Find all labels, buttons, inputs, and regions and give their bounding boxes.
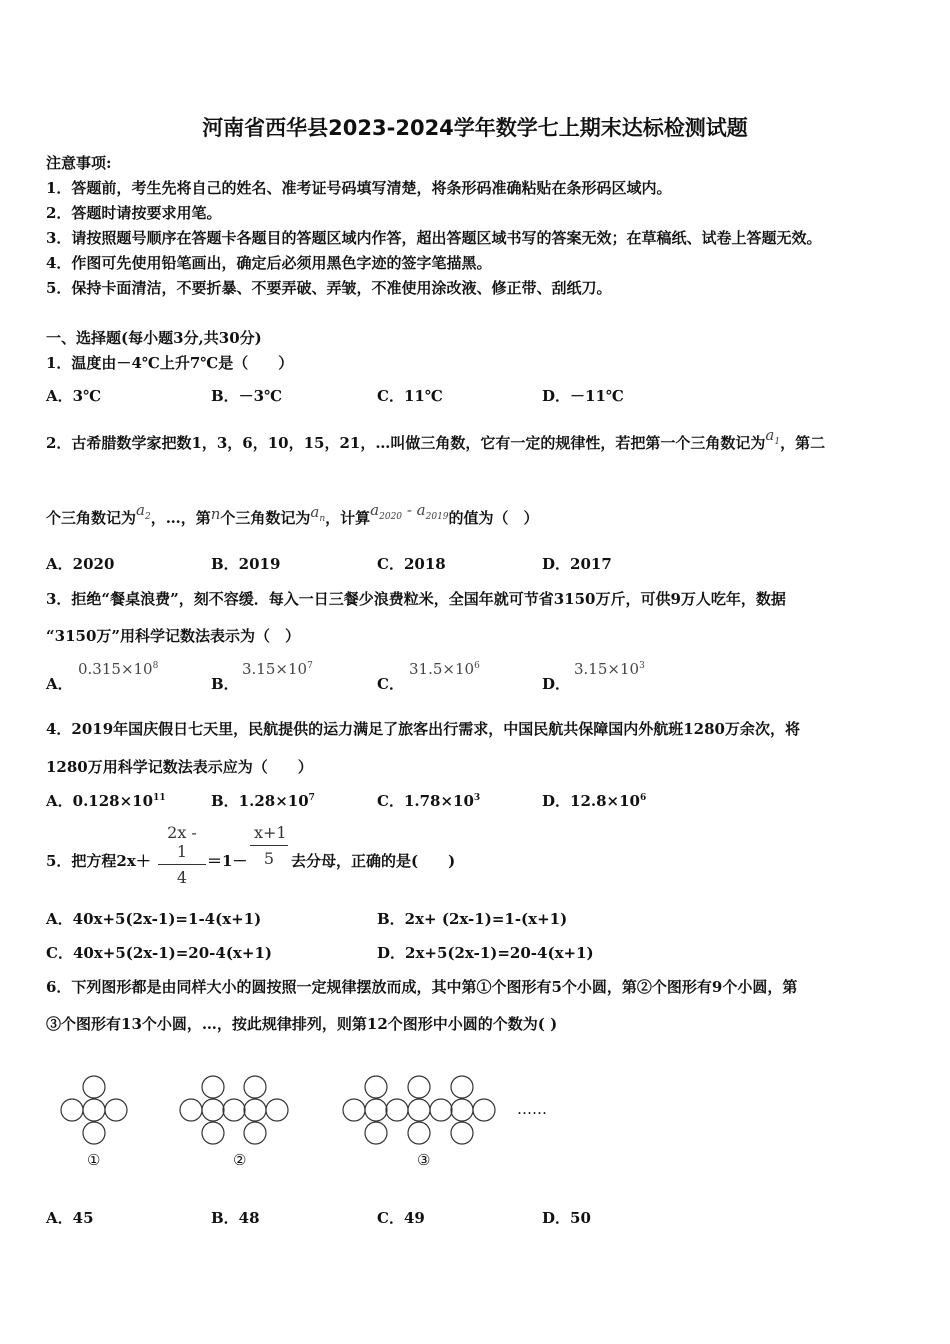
figure-2-label: ② xyxy=(233,1151,247,1169)
q1-option-d: D．－11℃ xyxy=(542,387,624,405)
question-5-stem-a: 5．把方程2x＋ xyxy=(46,852,151,870)
question-3-stem-cont: “3150万”用科学记数法表示为（ ） xyxy=(46,627,301,645)
question-1-stem: 1．温度由－4℃上升7℃是（ ） xyxy=(46,354,294,372)
q6-option-a: A．45 xyxy=(46,1209,94,1227)
notice-heading: 注意事项: xyxy=(46,154,112,172)
q4-option-b: B．$1.28\times 10^7$ xyxy=(211,792,315,810)
notice-item: 3．请按照题号顺序在答题卡各题目的答题区域内作答，超出答题区域书写的答案无效；在草稿纸、试卷上答题无效。 xyxy=(46,229,822,247)
question-5-stem-c: 去分母，正确的是( ) xyxy=(291,852,456,870)
figure-1-label: ① xyxy=(87,1151,101,1169)
math-an: $a_n$ xyxy=(310,503,326,524)
question-5-stem-b: ＝1－ xyxy=(207,852,248,870)
fraction-1: 2x - 1 4 xyxy=(158,823,206,887)
figure-3-label: ③ xyxy=(417,1151,431,1169)
q1-option-c: C．11℃ xyxy=(377,387,443,405)
figure-3 xyxy=(343,1076,495,1144)
question-2-stem: 2．古希腊数学家把数1，3，6，10，15，21，…叫做三角数，它有一定的规律性，若把第一个三角数记为$a_1$，第二 xyxy=(46,426,826,452)
question-4-stem: 4．2019年国庆假日七天里，民航提供的运力满足了旅客出行需求，中国民航共保障国内外航班1280万余次，将 xyxy=(46,720,800,738)
figure-2 xyxy=(180,1076,288,1144)
q6-option-b: B．48 xyxy=(211,1209,260,1227)
q1-option-a: A．3℃ xyxy=(46,387,102,405)
q2-option-a: A．2020 xyxy=(46,555,115,573)
notice-item: 4．作图可先使用铅笔画出，确定后必须用黑色字迹的签字笔描黑。 xyxy=(46,254,492,272)
figure-1 xyxy=(61,1076,127,1144)
q4-option-a: A．$0.128\times 10^{11}$ xyxy=(46,792,166,810)
q3-option-c-label: C． xyxy=(377,675,404,693)
q3-option-b-value: $3.15\times 10^7$ xyxy=(242,660,313,678)
math-n: n xyxy=(210,505,221,523)
q3-option-d-label: D． xyxy=(542,675,571,693)
question-6-stem-cont: ③个图形有13个小圆，…，按此规律排列，则第12个图形中小圆的个数为( ) xyxy=(46,1015,558,1033)
notice-item: 5．保持卡面清洁，不要折暴、不要弄破、弄皱，不准使用涂改液、修正带、刮纸刀。 xyxy=(46,279,612,297)
q3-option-a-label: A． xyxy=(46,675,73,693)
q3-option-d-value: $3.15\times 10^3$ xyxy=(574,660,645,678)
q4-option-d: D．$12.8\times 10^6$ xyxy=(542,792,647,810)
q2-option-c: C．2018 xyxy=(377,555,446,573)
q3-option-c-value: $31.5\times 10^6$ xyxy=(409,660,480,678)
q6-option-c: C．49 xyxy=(377,1209,425,1227)
ellipsis: …… xyxy=(517,1100,547,1118)
math-expression: $a_{2020} - a_{2019}$ xyxy=(370,501,449,522)
q4-option-c: C．$1.78\times 10^3$ xyxy=(377,792,481,810)
q2-option-d: D．2017 xyxy=(542,555,612,573)
q3-option-b-label: B． xyxy=(211,675,239,693)
page-title: 河南省西华县2023-2024学年数学七上期末达标检测试题 xyxy=(202,116,748,140)
q5-option-b: B．2x+ (2x-1)=1-(x+1) xyxy=(377,910,568,928)
question-4-stem-cont: 1280万用科学记数法表示应为（ ） xyxy=(46,758,313,776)
question-3-stem: 3．拒绝“餐桌浪费”，刻不容缓．每入一日三餐少浪费粒米，全国年就可节省3150万斤，可供9万人吃年，数据 xyxy=(46,590,786,608)
math-a1: $a_1$ xyxy=(765,426,781,447)
circle-pattern-figures xyxy=(0,1065,950,1175)
q2-option-b: B．2019 xyxy=(211,555,281,573)
q5-option-a: A．40x+5(2x-1)=1-4(x+1) xyxy=(46,910,262,928)
q3-option-a-value: $0.315\times 10^8$ xyxy=(78,660,159,678)
q1-option-b: B．－3℃ xyxy=(211,387,283,405)
q6-option-d: D．50 xyxy=(542,1209,591,1227)
question-2-stem-cont: 个三角数记为$a_2$，…，第n个三角数记为$a_n$，计算$a_{2020} - a_{2019}$的值为（ ） xyxy=(46,501,539,527)
fraction-2: x+1 5 xyxy=(250,823,288,868)
notice-item: 1．答题前，考生先将自己的姓名、准考证号码填写清楚，将条形码准确粘贴在条形码区域内。 xyxy=(46,179,672,197)
notice-item: 2．答题时请按要求用笔。 xyxy=(46,204,222,222)
q5-option-c: C．40x+5(2x-1)=20-4(x+1) xyxy=(46,944,272,962)
q5-option-d: D．2x+5(2x-1)=20-4(x+1) xyxy=(377,944,594,962)
section-heading: 一、选择题(每小题3分,共30分) xyxy=(46,329,262,347)
math-a2: $a_2$ xyxy=(136,501,151,522)
question-6-stem: 6．下列图形都是由同样大小的圆按照一定规律摆放而成，其中第①个图形有5个小圆，第②个图形有9个小圆，第 xyxy=(46,978,798,996)
